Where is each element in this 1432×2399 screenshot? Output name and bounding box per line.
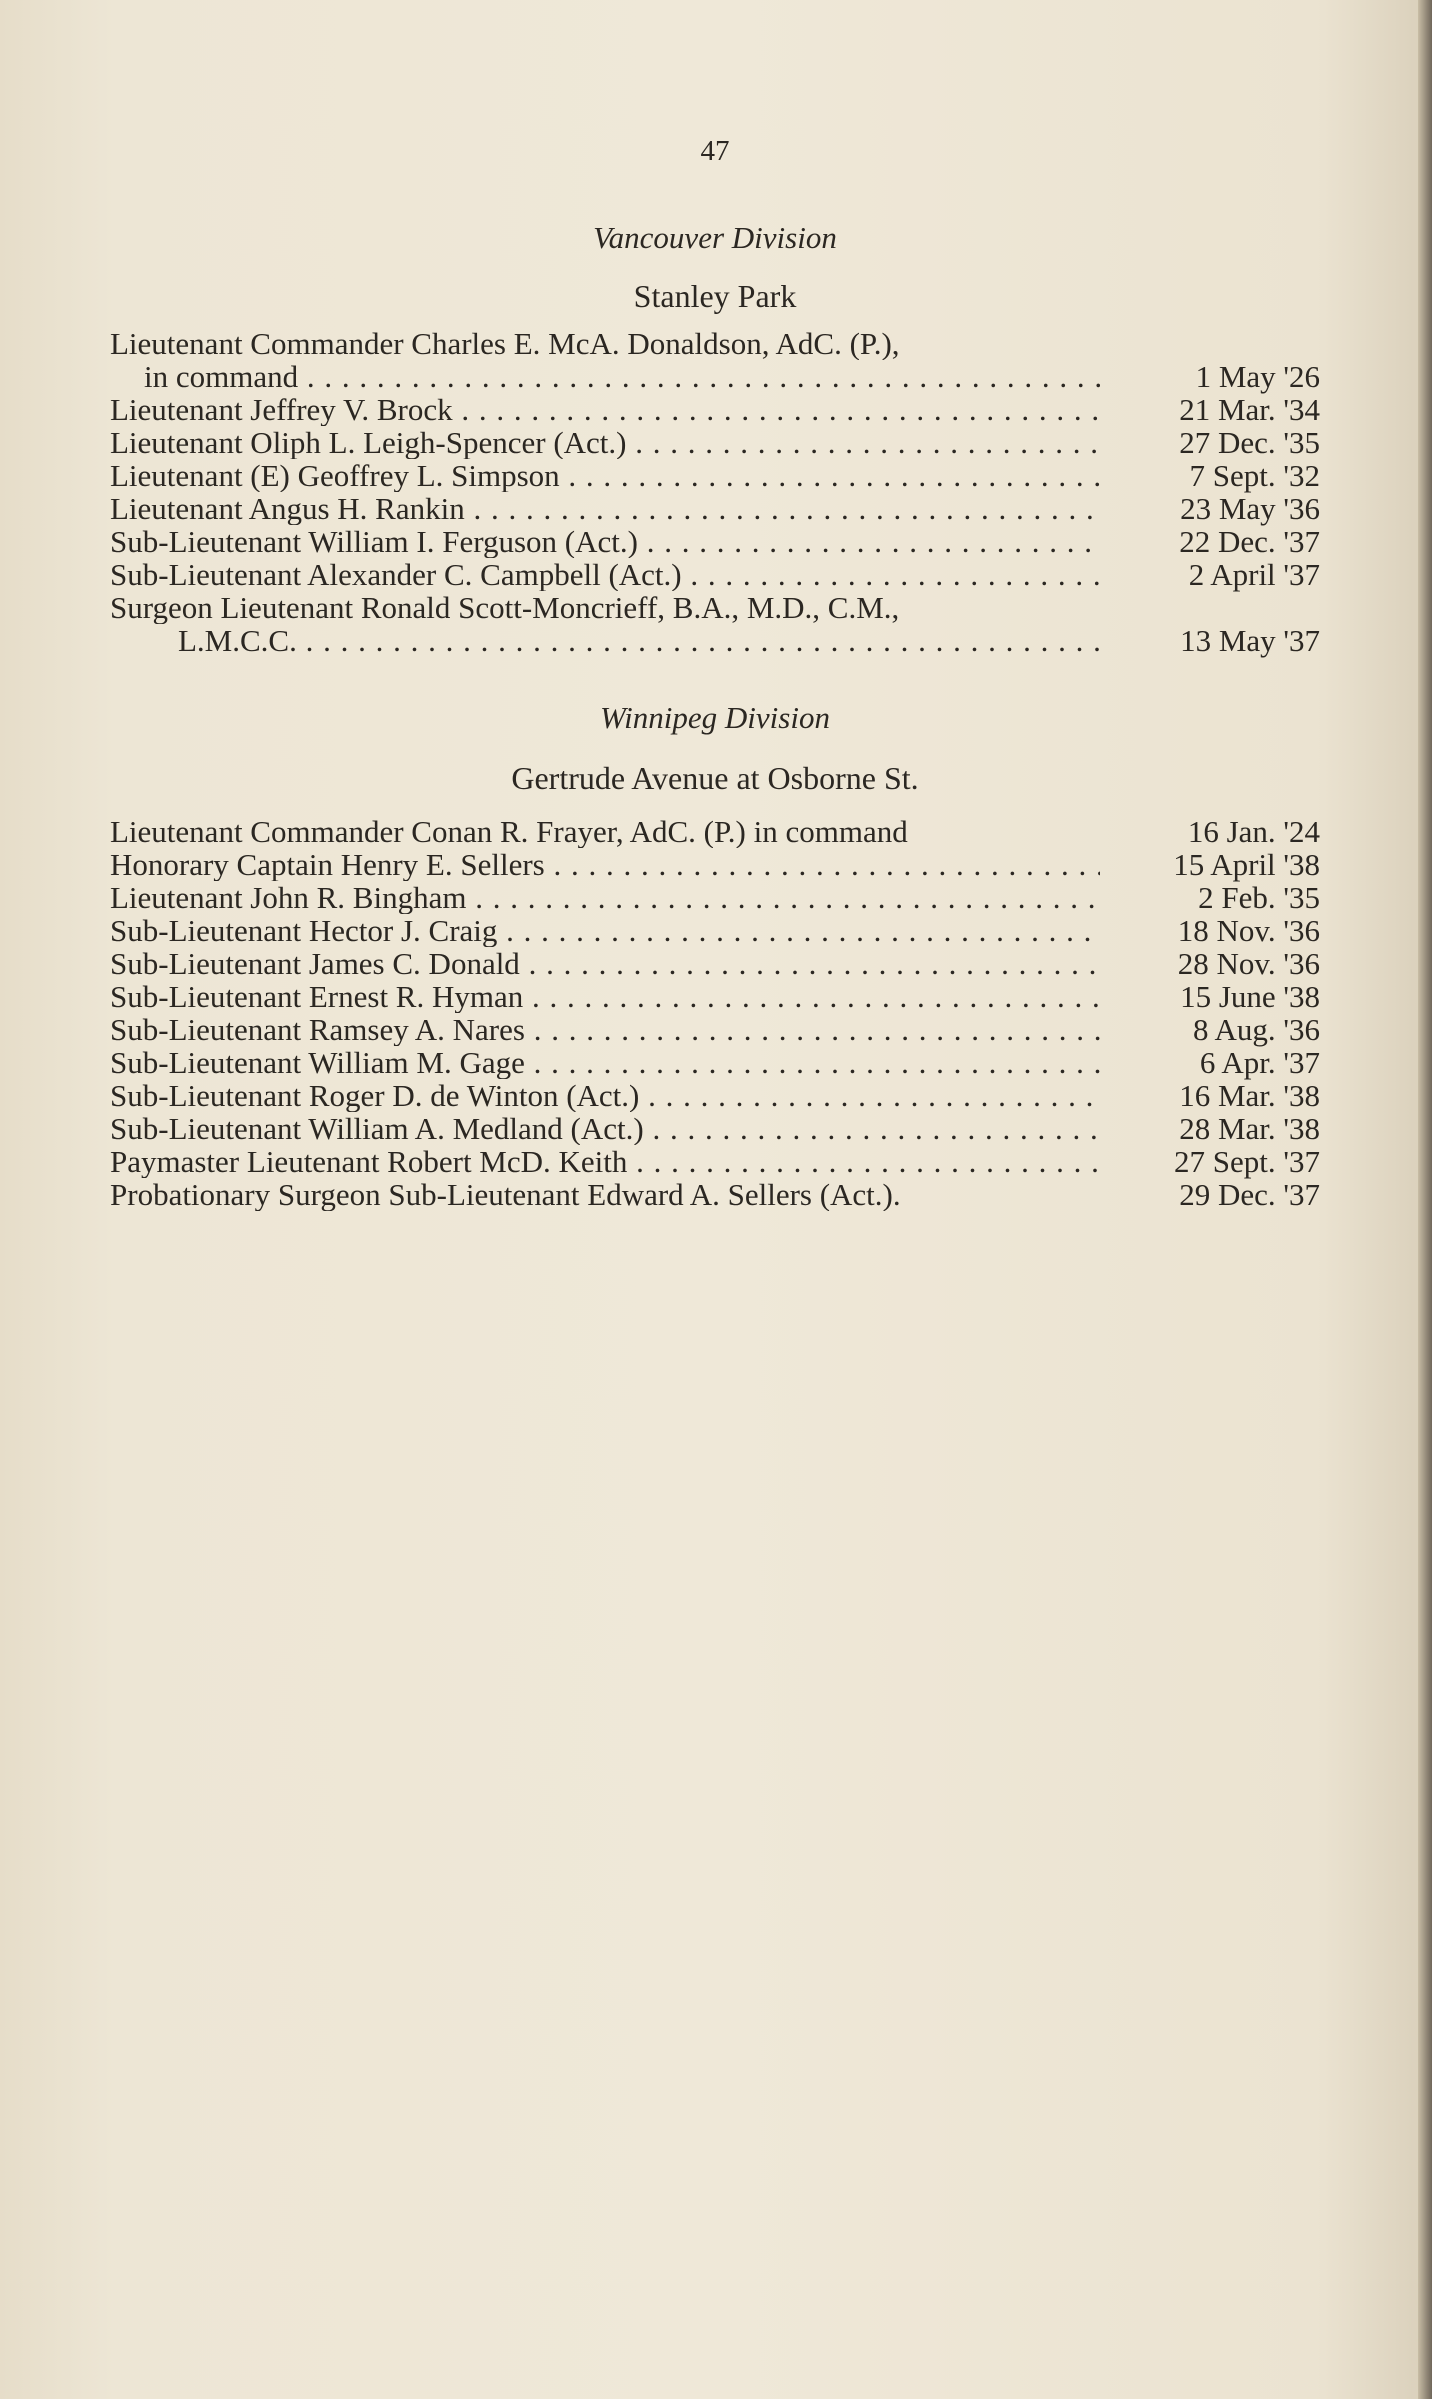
- location-stanley-park: Stanley Park: [633, 278, 797, 314]
- entry-row: [110, 1013, 1320, 1046]
- entry-row: [110, 914, 1320, 947]
- entry-date: 22 Dec. '37: [1179, 524, 1320, 559]
- entry-date: 2 Feb. '35: [1198, 880, 1320, 915]
- entry-name: Sub-Lieutenant William I. Ferguson (Act.) . . .: [110, 525, 1100, 558]
- entry-row: [110, 558, 1320, 591]
- entry-name: Probationary Surgeon Sub-Lieutenant Edward A. Sellers (Act.).: [110, 1178, 901, 1211]
- entry-name: Sub-Lieutenant Ernest R. Hyman . . .: [110, 980, 1100, 1013]
- entry-date: 7 Sept. '32: [1189, 458, 1320, 493]
- entry-date: 15 June '38: [1180, 979, 1320, 1014]
- entry-date: 21 Mar. '34: [1179, 392, 1320, 427]
- entry-date: 1 May '26: [1195, 359, 1320, 394]
- entry-name: Sub-Lieutenant William A. Medland (Act.) . . .: [110, 1112, 1100, 1145]
- entry-row: [110, 1178, 1320, 1211]
- entry-name: Lieutenant Commander Charles E. McA. Donaldson, AdC. (P.),: [110, 327, 900, 360]
- entry-name: Sub-Lieutenant William M. Gage . . .: [110, 1046, 1100, 1079]
- entry-name: Lieutenant (E) Geoffrey L. Simpson . . .: [110, 459, 1100, 492]
- book-spine-edge: [1418, 0, 1432, 2399]
- entry-name: Sub-Lieutenant Roger D. de Winton (Act.) . . .: [110, 1079, 1100, 1112]
- entry-date: 16 Mar. '38: [1179, 1078, 1320, 1113]
- entry-row: [110, 881, 1320, 914]
- vancouver-entries: [110, 327, 1320, 657]
- entry-name: Lieutenant Jeffrey V. Brock . . .: [110, 393, 1100, 426]
- entry-row: [110, 980, 1320, 1013]
- entry-name: Sub-Lieutenant Hector J. Craig . . .: [110, 914, 1100, 947]
- entry-name: Paymaster Lieutenant Robert McD. Keith . . .: [110, 1145, 1100, 1178]
- entry-name: Sub-Lieutenant James C. Donald . . .: [110, 947, 1100, 980]
- entry-date: 6 Apr. '37: [1199, 1045, 1320, 1080]
- entry-date: 15 April '38: [1173, 847, 1320, 882]
- entry-row: [110, 1145, 1320, 1178]
- page-number: 47: [700, 135, 730, 167]
- location-gertrude-avenue: Gertrude Avenue at Osborne St.: [511, 760, 919, 796]
- entry-name: Lieutenant Oliph L. Leigh-Spencer (Act.) . . .: [110, 426, 1100, 459]
- entry-row: [110, 1079, 1320, 1112]
- entry-name-continued: L.M.C.C. . . .: [178, 624, 1100, 657]
- entry-date: 23 May '36: [1180, 491, 1320, 526]
- entry-date: 27 Dec. '35: [1179, 425, 1320, 460]
- entry-date: 13 May '37: [1180, 623, 1320, 658]
- entry-name-continued: in command . . .: [144, 360, 1100, 393]
- winnipeg-entries: [110, 815, 1320, 1211]
- entry-row: [110, 947, 1320, 980]
- entry-row: [110, 426, 1320, 459]
- entry-row: [110, 1112, 1320, 1145]
- entry-row: [110, 848, 1320, 881]
- entry-name: Surgeon Lieutenant Ronald Scott-Moncrieff, B.A., M.D., C.M.,: [110, 591, 900, 624]
- entry-name: Lieutenant John R. Bingham . . .: [110, 881, 1100, 914]
- entry-date: 28 Nov. '36: [1177, 946, 1320, 981]
- entry-date: 18 Nov. '36: [1177, 913, 1320, 948]
- entry-row: [110, 815, 1320, 848]
- entry-row: [110, 393, 1320, 426]
- entry-date: 28 Mar. '38: [1179, 1111, 1320, 1146]
- entry-date: 27 Sept. '37: [1174, 1144, 1320, 1179]
- entry-row: [110, 525, 1320, 558]
- division-title-winnipeg: Winnipeg Division: [600, 700, 830, 735]
- entry-date: 8 Aug. '36: [1192, 1012, 1320, 1047]
- entry-row: [110, 459, 1320, 492]
- entry-row: [110, 327, 1320, 393]
- entry-row: [110, 1046, 1320, 1079]
- entry-date: 16 Jan. '24: [1187, 814, 1320, 849]
- division-title-vancouver: Vancouver Division: [593, 220, 837, 255]
- entry-date: 2 April '37: [1188, 557, 1320, 592]
- entry-row: [110, 492, 1320, 525]
- entry-name: Sub-Lieutenant Alexander C. Campbell (Act.) . . .: [110, 558, 1100, 591]
- entry-name: Lieutenant Angus H. Rankin . . .: [110, 492, 1100, 525]
- entry-date: 29 Dec. '37: [1179, 1177, 1320, 1212]
- entry-name: Sub-Lieutenant Ramsey A. Nares . . .: [110, 1013, 1100, 1046]
- entry-name: Lieutenant Commander Conan R. Frayer, AdC. (P.) in command: [110, 815, 908, 848]
- entry-row: [110, 591, 1320, 657]
- entry-name: Honorary Captain Henry E. Sellers . . .: [110, 848, 1100, 881]
